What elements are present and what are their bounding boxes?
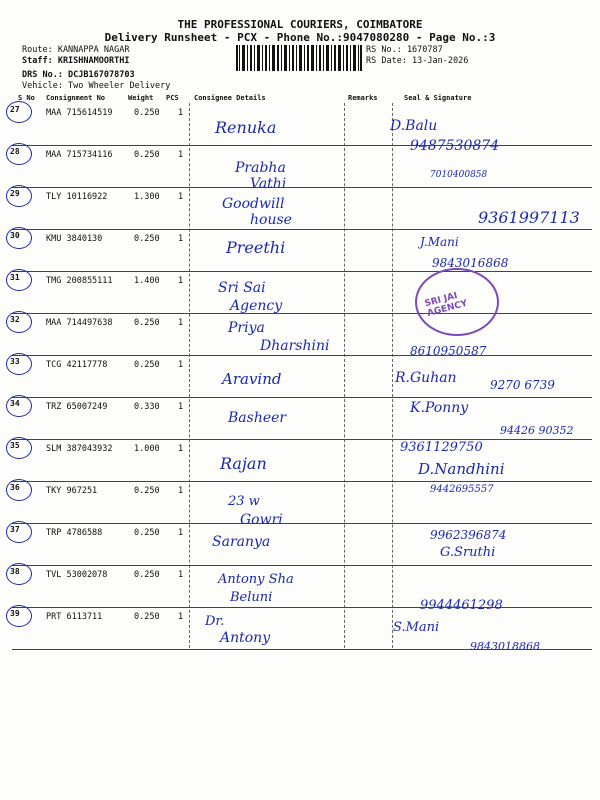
table-row bbox=[12, 271, 592, 314]
hw-phone: 9487530874 bbox=[410, 138, 500, 154]
weight: 0.250 bbox=[134, 360, 160, 370]
vehicle: Vehicle: Two Wheeler Delivery bbox=[22, 81, 171, 91]
serial-number: 39 bbox=[10, 609, 20, 618]
col-sno: S No bbox=[18, 94, 35, 102]
hw-consignee: Beluni bbox=[230, 590, 273, 605]
table-row bbox=[12, 103, 592, 146]
weight: 0.250 bbox=[134, 108, 160, 118]
pieces: 1 bbox=[178, 360, 184, 370]
serial-number: 28 bbox=[10, 147, 20, 156]
consignment-number: TKY 967251 bbox=[46, 486, 98, 496]
hw-phone: 9962396874 bbox=[430, 528, 507, 542]
hw-signature: K.Ponny bbox=[410, 400, 469, 416]
company-title: THE PROFESSIONAL COURIERS, COIMBATORE bbox=[177, 18, 423, 31]
route: Route: KANNAPPA NAGAR bbox=[22, 45, 130, 55]
serial-number: 37 bbox=[10, 525, 20, 534]
consignment-number: MAA 714497638 bbox=[46, 318, 113, 328]
hw-consignee: Dr. bbox=[205, 614, 225, 629]
col-pcs: PCS bbox=[166, 94, 179, 102]
serial-number: 38 bbox=[10, 567, 20, 576]
hw-consignee: Rajan bbox=[220, 454, 267, 473]
hw-phone: 7010400858 bbox=[430, 170, 488, 180]
hw-consignee: Antony bbox=[220, 630, 271, 646]
table-row bbox=[12, 565, 592, 608]
weight: 0.250 bbox=[134, 234, 160, 244]
col-weight: Weight bbox=[128, 94, 154, 102]
hw-phone: 9361129750 bbox=[400, 440, 483, 455]
hw-consignee: Gowri bbox=[240, 512, 283, 528]
hw-consignee: Saranya bbox=[212, 534, 271, 550]
col-seal: Seal & Signature bbox=[404, 94, 472, 102]
weight: 1.300 bbox=[134, 192, 160, 202]
runsheet-title: Delivery Runsheet - PCX - Phone No.:9047080280 - Page No.:3 bbox=[104, 31, 496, 44]
pieces: 1 bbox=[178, 486, 184, 496]
hw-signature: G.Sruthi bbox=[440, 545, 496, 560]
serial-number: 27 bbox=[10, 105, 20, 114]
table-row bbox=[12, 145, 592, 188]
weight: 0.250 bbox=[134, 570, 160, 580]
table-row bbox=[12, 439, 592, 482]
hw-consignee: Aravind bbox=[222, 370, 282, 388]
col-consignee: Consignee Details bbox=[194, 94, 266, 102]
pieces: 1 bbox=[178, 234, 184, 244]
pieces: 1 bbox=[178, 612, 184, 622]
pieces: 1 bbox=[178, 402, 184, 412]
weight: 0.250 bbox=[134, 318, 160, 328]
hw-consignee: Sri Sai bbox=[218, 280, 266, 296]
hw-consignee: Preethi bbox=[226, 238, 286, 257]
consignment-number: SLM 387043932 bbox=[46, 444, 113, 454]
serial-number: 31 bbox=[10, 273, 20, 282]
hw-consignee: Priya bbox=[228, 320, 265, 336]
weight: 1.400 bbox=[134, 276, 160, 286]
pieces: 1 bbox=[178, 108, 184, 118]
serial-number: 35 bbox=[10, 441, 20, 450]
pieces: 1 bbox=[178, 150, 184, 160]
hw-consignee: house bbox=[250, 212, 292, 228]
weight: 0.250 bbox=[134, 150, 160, 160]
pieces: 1 bbox=[178, 318, 184, 328]
consignment-number: TCG 42117778 bbox=[46, 360, 108, 370]
hw-phone: 94426 90352 bbox=[500, 424, 574, 437]
serial-number: 32 bbox=[10, 315, 20, 324]
hw-consignee: Prabha bbox=[235, 160, 286, 176]
hw-signature: S.Mani bbox=[393, 620, 440, 635]
table-row bbox=[12, 481, 592, 524]
consignment-number: TMG 200855111 bbox=[46, 276, 113, 286]
hw-consignee: 23 w bbox=[228, 494, 260, 509]
hw-signature: J.Mani bbox=[420, 235, 459, 249]
hw-consignee: Vathi bbox=[250, 176, 287, 192]
serial-number: 29 bbox=[10, 189, 20, 198]
hw-consignee: Agency bbox=[230, 298, 283, 314]
hw-consignee: Dharshini bbox=[260, 338, 330, 354]
hw-phone: 9843016868 bbox=[432, 256, 509, 270]
pieces: 1 bbox=[178, 192, 184, 202]
runsheet-table bbox=[12, 103, 592, 648]
consignment-number: TLY 10116922 bbox=[46, 192, 108, 202]
pieces: 1 bbox=[178, 276, 184, 286]
hw-consignee: Renuka bbox=[215, 118, 277, 137]
hw-phone: 9361997113 bbox=[478, 208, 580, 227]
consignment-number: KMU 3840130 bbox=[46, 234, 103, 244]
hw-consignee: Antony Sha bbox=[218, 572, 294, 587]
hw-signature: R.Guhan bbox=[395, 370, 457, 386]
consignment-number: MAA 715614519 bbox=[46, 108, 113, 118]
weight: 0.250 bbox=[134, 612, 160, 622]
hw-phone: 9843018868 bbox=[470, 640, 540, 653]
rs-info bbox=[366, 45, 468, 67]
agency-stamp bbox=[415, 268, 499, 336]
serial-number: 36 bbox=[10, 483, 20, 492]
hw-phone: 9270 6739 bbox=[490, 378, 555, 392]
weight: 0.250 bbox=[134, 486, 160, 496]
hw-signature: D.Balu bbox=[390, 118, 438, 134]
hw-phone: 8610950587 bbox=[410, 344, 487, 358]
weight: 0.250 bbox=[134, 528, 160, 538]
serial-number: 34 bbox=[10, 399, 20, 408]
pieces: 1 bbox=[178, 570, 184, 580]
pieces: 1 bbox=[178, 444, 184, 454]
col-remarks: Remarks bbox=[348, 94, 378, 102]
pieces: 1 bbox=[178, 528, 184, 538]
staff: Staff: KRISHNAMOORTHI bbox=[22, 56, 130, 66]
barcode bbox=[236, 45, 362, 71]
rs-date: RS Date: 13-Jan-2026 bbox=[366, 56, 469, 66]
consignment-number: TVL 53002078 bbox=[46, 570, 108, 580]
hw-phone: 9442695557 bbox=[430, 484, 494, 495]
consignment-number: TRP 4786588 bbox=[46, 528, 103, 538]
serial-number: 30 bbox=[10, 231, 20, 240]
route-info bbox=[22, 45, 170, 92]
hw-consignee: Basheer bbox=[228, 410, 287, 426]
consignment-number: TRZ 65007249 bbox=[46, 402, 108, 412]
consignment-number: PRT 6113711 bbox=[46, 612, 103, 622]
rs-number: RS No.: 1670787 bbox=[366, 45, 443, 55]
weight: 0.330 bbox=[134, 402, 160, 412]
hw-signature: D.Nandhini bbox=[418, 460, 505, 478]
hw-phone: 9944461298 bbox=[420, 598, 503, 613]
hw-consignee: Goodwill bbox=[222, 196, 285, 212]
col-consignment: Consignment No bbox=[46, 94, 106, 102]
consignment-number: MAA 715734116 bbox=[46, 150, 113, 160]
serial-number: 33 bbox=[10, 357, 20, 366]
weight: 1.000 bbox=[134, 444, 160, 454]
stamp-text: SRI JAI AGENCY bbox=[423, 290, 469, 319]
drs-number: DRS No.: DCJB167078703 bbox=[22, 70, 135, 80]
